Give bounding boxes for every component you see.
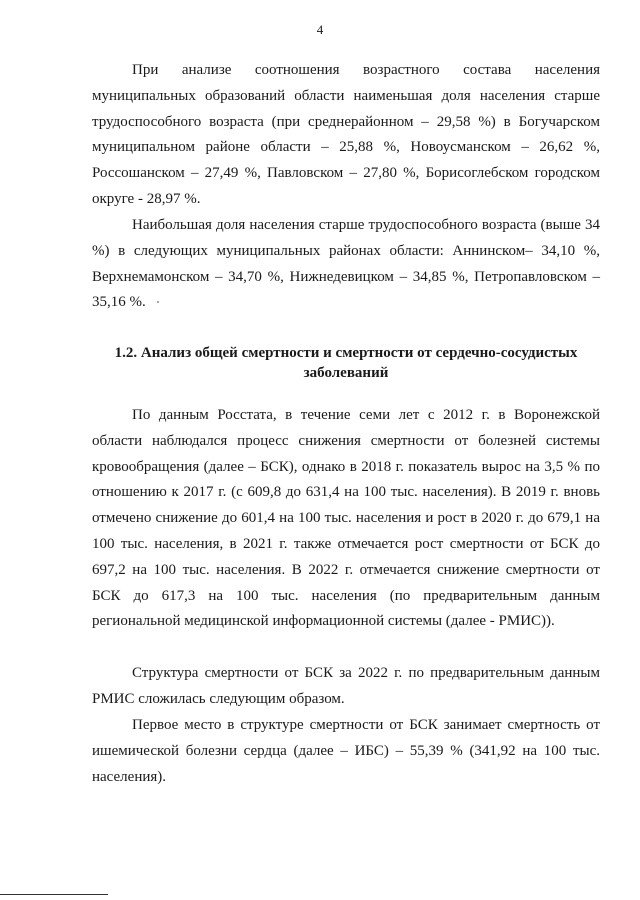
page-number: 4 (316, 22, 324, 37)
paragraph-age-structure-lowest: При анализе соотношения возрастного состава населения муниципальных образований области наименьшая доля населения старше трудоспособного возраста (при среднерайонном – 29,58 %) в Богучарском муниципальном районе области – 25,88 %, Новоусманском – 26,62 %, Россошанском – 27,49 %, Павловском – 27,80 %, Борисоглебском городском округе - 28,97 %. (92, 62, 600, 207)
paragraph-mortality-structure: Структура смертности от БСК за 2022 г. по предварительным данным РМИС сложилась следующим образом. (92, 665, 600, 707)
paragraph-ischemic-disease: Первое место в структуре смертности от БСК занимает смертность от ишемической болезни сердца (далее – ИБС) – 55,39 % (341,92 на 100 тыс. населения). (92, 717, 600, 785)
section-heading: 1.2. Анализ общей смертности и смертности от сердечно-сосудистых заболеваний (114, 345, 578, 381)
scan-speck (157, 301, 159, 303)
paragraph-mortality-dynamics: По данным Росстата, в течение семи лет с 2012 г. в Воронежской области наблюдался процесс снижения смертности от болезней системы кровообращения (далее – БСК), однако в 2018 г. показатель вырос на 3,5 % по отношению к 2017 г. (с 609,8 до 631,4 на 100 тыс. населения). В 2019 г. вновь отмечено снижение до 601,4 на 100 тыс. населения и рост в 2020 г. до 679,1 на 100 тыс. населения, в 2021 г. также отмечается рост смертности от БСК до 697,2 на 100 тыс. населения. В 2022 г. отмечается снижение смертности от БСК до 617,3 на 100 тыс. населения (по предварительным данным региональной медицинской информационной системы (далее - РМИС)). (92, 407, 600, 630)
paragraph-age-structure-highest: Наибольшая доля населения старше трудоспособного возраста (выше 34 %) в следующих муниципальных районах области: Аннинском– 34,10 %, Верхнемамонском – 34,70 %, Нижнедевицком – 34,85 %, Петропавловском – 35,16 %. (92, 217, 600, 311)
footnote-rule (0, 894, 108, 895)
